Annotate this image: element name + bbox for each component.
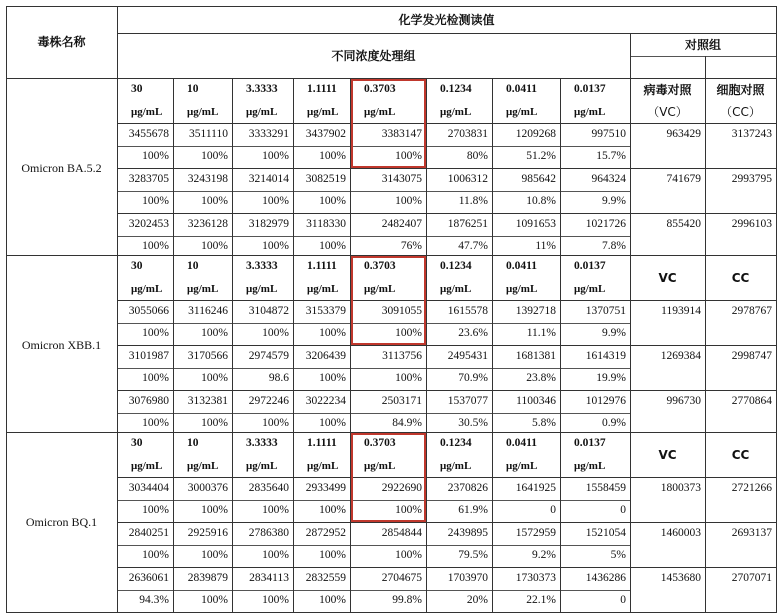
inhibition-percent: 84.9% xyxy=(392,417,422,430)
concentration-value: 0.0137 xyxy=(574,436,606,449)
reading-value: 3091055 xyxy=(381,304,422,317)
inhibition-percent: 70.9% xyxy=(458,372,488,385)
concentration-unit: μg/mL xyxy=(307,282,339,295)
reading-value: 3022234 xyxy=(305,394,346,407)
reading-value: 3206439 xyxy=(305,349,346,362)
reading-value: 2854844 xyxy=(381,526,422,539)
reading-value: 3113756 xyxy=(382,349,422,362)
cell-control-value: 2721266 xyxy=(731,481,772,494)
cell-control-value: 2978767 xyxy=(731,304,772,317)
reading-value: 2370826 xyxy=(447,481,488,494)
strain-name: Omicron BA.5.2 xyxy=(21,161,102,175)
grid-line xyxy=(776,6,777,613)
inhibition-percent: 100% xyxy=(262,240,289,253)
grid-line xyxy=(117,500,631,501)
reading-value: 3132381 xyxy=(187,394,228,407)
inhibition-percent: 100% xyxy=(262,150,289,163)
reading-value: 2974579 xyxy=(248,349,289,362)
reading-value: 2839879 xyxy=(187,571,228,584)
reading-value: 2704675 xyxy=(381,571,422,584)
reading-value: 3182979 xyxy=(248,217,289,230)
reading-value: 3116246 xyxy=(188,304,228,317)
inhibition-percent: 100% xyxy=(142,417,169,430)
grid-line xyxy=(117,323,631,324)
inhibition-percent: 79.5% xyxy=(458,549,488,562)
inhibition-percent: 100% xyxy=(201,594,228,607)
inhibition-percent: 100% xyxy=(395,327,422,340)
grid-line xyxy=(117,6,118,613)
reading-value: 1370751 xyxy=(585,304,626,317)
inhibition-percent: 100% xyxy=(201,504,228,517)
inhibition-percent: 51.2% xyxy=(526,150,556,163)
control-group-header: 对照组 xyxy=(684,37,721,52)
grid-line xyxy=(350,78,351,613)
inhibition-percent: 100% xyxy=(319,150,346,163)
inhibition-percent: 100% xyxy=(262,549,289,562)
reading-value: 1614319 xyxy=(585,349,626,362)
concentration-unit: μg/mL xyxy=(187,105,219,118)
concentration-value: 10 xyxy=(187,436,199,449)
concentration-unit: μg/mL xyxy=(246,282,278,295)
concentration-value: 3.3333 xyxy=(246,259,278,272)
inhibition-percent: 0.9% xyxy=(602,417,626,430)
inhibition-percent: 100% xyxy=(201,240,228,253)
reading-value: 1209268 xyxy=(515,127,556,140)
concentration-unit: μg/mL xyxy=(364,282,396,295)
reading-value: 1681381 xyxy=(515,349,556,362)
reading-value: 1012976 xyxy=(585,394,626,407)
virus-control-value: 996730 xyxy=(666,394,701,407)
virus-control-value: 1800373 xyxy=(660,481,701,494)
virus-control-value: 855420 xyxy=(666,217,701,230)
cell-control-header: 细胞对照 xyxy=(716,82,765,97)
inhibition-percent: 100% xyxy=(319,417,346,430)
reading-value: 2972246 xyxy=(248,394,289,407)
inhibition-percent: 0 xyxy=(620,594,626,607)
inhibition-percent: 0 xyxy=(620,504,626,517)
reading-value: 1730373 xyxy=(515,571,556,584)
reading-value: 2834113 xyxy=(249,571,289,584)
inhibition-percent: 100% xyxy=(142,150,169,163)
concentration-unit: μg/mL xyxy=(364,459,396,472)
inhibition-percent: 11% xyxy=(535,240,556,253)
concentration-value: 10 xyxy=(187,259,199,272)
inhibition-percent: 94.3% xyxy=(139,594,169,607)
concentration-value: 0.1234 xyxy=(440,259,472,272)
reading-value: 3236128 xyxy=(187,217,228,230)
reading-value: 3153379 xyxy=(305,304,346,317)
grid-line xyxy=(117,368,631,369)
grid-line xyxy=(117,413,631,414)
concentration-value: 0.0411 xyxy=(506,259,537,272)
inhibition-percent: 47.7% xyxy=(458,240,488,253)
inhibition-percent: 76% xyxy=(400,240,422,253)
reading-value: 3170566 xyxy=(187,349,228,362)
inhibition-percent: 9.9% xyxy=(602,327,626,340)
inhibition-percent: 19.9% xyxy=(596,372,626,385)
inhibition-percent: 100% xyxy=(201,150,228,163)
reading-value: 3104872 xyxy=(248,304,289,317)
inhibition-percent: 9.2% xyxy=(532,549,556,562)
grid-line xyxy=(117,522,777,523)
reading-value: 3437902 xyxy=(305,127,346,140)
inhibition-percent: 9.9% xyxy=(602,195,626,208)
reading-value: 1436286 xyxy=(585,571,626,584)
inhibition-percent: 100% xyxy=(262,417,289,430)
concentration-value: 3.3333 xyxy=(246,82,278,95)
inhibition-percent: 80% xyxy=(466,150,488,163)
grid-line xyxy=(117,236,631,237)
reading-value: 2786380 xyxy=(248,526,289,539)
inhibition-percent: 100% xyxy=(262,594,289,607)
virus-control-abbrev: （VC） xyxy=(647,105,688,119)
inhibition-percent: 100% xyxy=(142,549,169,562)
reading-value: 985642 xyxy=(521,172,556,185)
grid-line xyxy=(117,146,631,147)
reading-value: 3214014 xyxy=(248,172,289,185)
inhibition-percent: 100% xyxy=(395,150,422,163)
reading-value: 3000376 xyxy=(187,481,228,494)
inhibition-percent: 100% xyxy=(142,327,169,340)
grid-line xyxy=(117,123,777,124)
reading-value: 3202453 xyxy=(128,217,169,230)
inhibition-percent: 99.8% xyxy=(392,594,422,607)
reading-value: 997510 xyxy=(591,127,626,140)
grid-line xyxy=(117,545,631,546)
reading-value: 3333291 xyxy=(248,127,289,140)
reading-value: 964324 xyxy=(591,172,626,185)
concentration-unit: μg/mL xyxy=(246,105,278,118)
inhibition-percent: 11.1% xyxy=(526,327,556,340)
reading-value: 2840251 xyxy=(128,526,169,539)
virus-control-value: 1269384 xyxy=(660,349,701,362)
reading-value: 2835640 xyxy=(248,481,289,494)
inhibition-percent: 100% xyxy=(395,195,422,208)
inhibition-percent: 5% xyxy=(610,549,626,562)
concentration-unit: μg/mL xyxy=(440,105,472,118)
virus-control-value: 1453680 xyxy=(660,571,701,584)
grid-line xyxy=(560,78,561,613)
strain-name-header: 毒株名称 xyxy=(37,35,86,49)
concentration-value: 0.0411 xyxy=(506,82,537,95)
concentration-value: 1.1111 xyxy=(307,436,337,449)
cell-control-value: 2993795 xyxy=(731,172,772,185)
virus-control-header: 病毒对照 xyxy=(643,82,692,97)
cell-control-header: CC xyxy=(731,270,750,285)
reading-value: 1641925 xyxy=(515,481,556,494)
cell-control-value: 2996103 xyxy=(731,217,772,230)
grid-line xyxy=(232,78,233,613)
reading-value: 1558459 xyxy=(585,481,626,494)
grid-line xyxy=(426,78,427,613)
concentration-unit: μg/mL xyxy=(574,459,606,472)
inhibition-percent: 22.1% xyxy=(526,594,556,607)
inhibition-percent: 100% xyxy=(201,372,228,385)
reading-value: 3143075 xyxy=(381,172,422,185)
grid-line xyxy=(117,300,777,301)
grid-line xyxy=(117,590,631,591)
inhibition-percent: 15.7% xyxy=(596,150,626,163)
reading-value: 1392718 xyxy=(515,304,556,317)
strain-name: Omicron XBB.1 xyxy=(21,338,102,352)
inhibition-percent: 100% xyxy=(319,372,346,385)
reading-value: 2636061 xyxy=(128,571,169,584)
reading-value: 1091653 xyxy=(515,217,556,230)
concentration-value: 0.0137 xyxy=(574,259,606,272)
reading-value: 2832559 xyxy=(305,571,346,584)
grid-line xyxy=(705,56,706,613)
inhibition-percent: 100% xyxy=(319,594,346,607)
reading-value: 3076980 xyxy=(128,394,169,407)
grid-line xyxy=(117,213,777,214)
cell-control-header: CC xyxy=(731,447,750,462)
cell-control-value: 3137243 xyxy=(731,127,772,140)
reading-value: 1100346 xyxy=(516,394,556,407)
reading-value: 3383147 xyxy=(381,127,422,140)
concentration-value: 1.1111 xyxy=(307,82,337,95)
inhibition-percent: 100% xyxy=(395,504,422,517)
grid-line xyxy=(173,78,174,613)
concentration-unit: μg/mL xyxy=(574,105,606,118)
inhibition-percent: 23.6% xyxy=(458,327,488,340)
reading-value: 1021726 xyxy=(585,217,626,230)
concentration-unit: μg/mL xyxy=(131,282,163,295)
concentration-unit: μg/mL xyxy=(506,459,538,472)
reading-value: 2503171 xyxy=(381,394,422,407)
reading-value: 2872952 xyxy=(305,526,346,539)
inhibition-percent: 61.9% xyxy=(458,504,488,517)
reading-value: 3243198 xyxy=(187,172,228,185)
reading-value: 3283705 xyxy=(128,172,169,185)
concentration-unit: μg/mL xyxy=(307,459,339,472)
inhibition-percent: 100% xyxy=(142,372,169,385)
inhibition-percent: 30.5% xyxy=(458,417,488,430)
inhibition-percent: 7.8% xyxy=(602,240,626,253)
reading-value: 2495431 xyxy=(447,349,488,362)
concentration-value: 30 xyxy=(131,436,143,449)
reading-value: 2439895 xyxy=(447,526,488,539)
inhibition-percent: 100% xyxy=(319,549,346,562)
concentration-value: 30 xyxy=(131,259,143,272)
reading-value: 3118330 xyxy=(306,217,346,230)
reading-value: 3082519 xyxy=(305,172,346,185)
reading-value: 2933499 xyxy=(305,481,346,494)
cell-control-value: 2998747 xyxy=(731,349,772,362)
grid-line xyxy=(117,345,777,346)
reading-value: 2482407 xyxy=(381,217,422,230)
grid-line xyxy=(6,255,777,256)
inhibition-percent: 100% xyxy=(201,417,228,430)
grid-line xyxy=(117,168,777,169)
reading-value: 1572959 xyxy=(515,526,556,539)
cell-control-abbrev: （CC） xyxy=(720,105,761,119)
inhibition-percent: 5.8% xyxy=(532,417,556,430)
concentration-value: 30 xyxy=(131,82,143,95)
concentration-unit: μg/mL xyxy=(131,459,163,472)
inhibition-percent: 100% xyxy=(201,549,228,562)
inhibition-percent: 100% xyxy=(142,504,169,517)
reading-value: 3511110 xyxy=(189,127,228,140)
grid-line xyxy=(6,432,777,433)
inhibition-percent: 100% xyxy=(262,504,289,517)
reading-value: 2922690 xyxy=(381,481,422,494)
cell-control-value: 2770864 xyxy=(731,394,772,407)
inhibition-percent: 100% xyxy=(319,195,346,208)
concentration-value: 10 xyxy=(187,82,199,95)
grid-line xyxy=(6,78,777,79)
main-title-header: 化学发光检测读值 xyxy=(398,12,495,27)
concentration-unit: μg/mL xyxy=(506,282,538,295)
concentration-value: 0.3703 xyxy=(364,82,396,95)
grid-line xyxy=(6,6,777,7)
reading-value: 2703831 xyxy=(447,127,488,140)
strain-name: Omicron BQ.1 xyxy=(25,515,98,529)
concentration-value: 0.0137 xyxy=(574,82,606,95)
inhibition-percent: 100% xyxy=(395,372,422,385)
concentration-value: 0.1234 xyxy=(440,436,472,449)
virus-control-header: VC xyxy=(658,270,677,285)
concentration-unit: μg/mL xyxy=(506,105,538,118)
inhibition-percent: 20% xyxy=(466,594,488,607)
reading-value: 2925916 xyxy=(187,526,228,539)
grid-line xyxy=(293,78,294,613)
concentration-unit: μg/mL xyxy=(187,459,219,472)
treatment-group-header: 不同浓度处理组 xyxy=(331,48,416,63)
reading-value: 3455678 xyxy=(128,127,169,140)
grid-line xyxy=(117,33,777,34)
virus-control-header: VC xyxy=(658,447,677,462)
grid-line xyxy=(117,567,777,568)
inhibition-percent: 0 xyxy=(550,504,556,517)
reading-value: 1615578 xyxy=(447,304,488,317)
inhibition-percent: 23.8% xyxy=(526,372,556,385)
inhibition-percent: 100% xyxy=(319,240,346,253)
reading-value: 1876251 xyxy=(447,217,488,230)
grid-line xyxy=(117,191,631,192)
cell-control-value: 2707071 xyxy=(731,571,772,584)
inhibition-percent: 100% xyxy=(142,240,169,253)
grid-line xyxy=(117,390,777,391)
concentration-unit: μg/mL xyxy=(307,105,339,118)
concentration-unit: μg/mL xyxy=(364,105,396,118)
reading-value: 3055066 xyxy=(128,304,169,317)
concentration-value: 1.1111 xyxy=(307,259,337,272)
concentration-unit: μg/mL xyxy=(246,459,278,472)
concentration-value: 0.3703 xyxy=(364,259,396,272)
inhibition-percent: 100% xyxy=(142,195,169,208)
virus-control-value: 1460003 xyxy=(660,526,701,539)
grid-line xyxy=(492,78,493,613)
inhibition-percent: 11.8% xyxy=(458,195,488,208)
concentration-unit: μg/mL xyxy=(187,282,219,295)
concentration-value: 0.1234 xyxy=(440,82,472,95)
grid-line xyxy=(6,6,7,613)
reading-value: 1703970 xyxy=(447,571,488,584)
grid-line xyxy=(117,477,777,478)
reading-value: 1537077 xyxy=(447,394,488,407)
concentration-value: 0.3703 xyxy=(364,436,396,449)
reading-value: 3101987 xyxy=(128,349,169,362)
virus-control-value: 1193914 xyxy=(661,304,701,317)
inhibition-percent: 100% xyxy=(201,327,228,340)
virus-control-value: 741679 xyxy=(666,172,701,185)
concentration-value: 3.3333 xyxy=(246,436,278,449)
concentration-unit: μg/mL xyxy=(440,459,472,472)
inhibition-percent: 100% xyxy=(262,327,289,340)
concentration-value: 0.0411 xyxy=(506,436,537,449)
inhibition-percent: 100% xyxy=(201,195,228,208)
grid-line xyxy=(630,33,631,613)
inhibition-percent: 98.6 xyxy=(268,372,289,385)
inhibition-percent: 10.8% xyxy=(526,195,556,208)
concentration-unit: μg/mL xyxy=(574,282,606,295)
grid-line xyxy=(630,56,777,57)
inhibition-percent: 100% xyxy=(319,504,346,517)
inhibition-percent: 100% xyxy=(395,549,422,562)
virus-control-value: 963429 xyxy=(666,127,701,140)
inhibition-percent: 100% xyxy=(319,327,346,340)
reading-value: 1521054 xyxy=(585,526,626,539)
concentration-unit: μg/mL xyxy=(131,105,163,118)
cell-control-value: 2693137 xyxy=(731,526,772,539)
reading-value: 3034404 xyxy=(128,481,169,494)
concentration-unit: μg/mL xyxy=(440,282,472,295)
inhibition-percent: 100% xyxy=(262,195,289,208)
reading-value: 1006312 xyxy=(447,172,488,185)
